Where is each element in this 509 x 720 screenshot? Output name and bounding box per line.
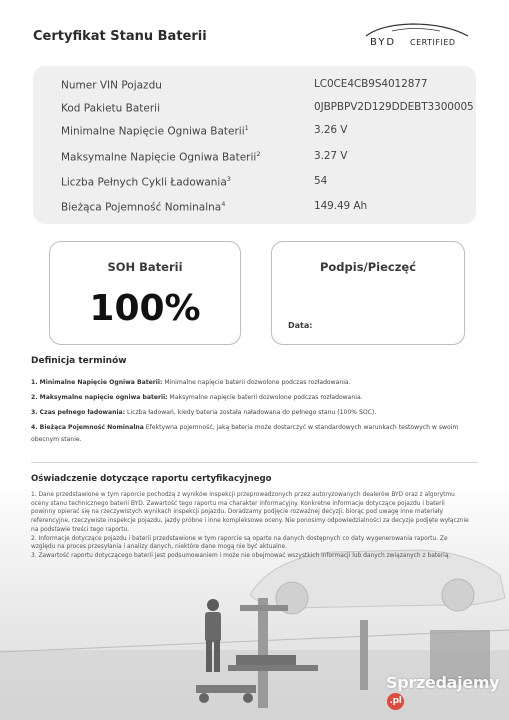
soh-title: SOH Baterii	[107, 260, 183, 274]
page-title: Certyfikat Stanu Baterii	[33, 29, 207, 44]
info-value: LC0CE4CB9S4012877	[314, 78, 428, 90]
definition-item: 1. Minimalne Napięcie Ogniwa Baterii: Minimalne napięcie baterii dozwolone podczas rozładowania.	[31, 379, 351, 386]
info-label: Bieżąca Pojemność Nominalna$^4$	[61, 200, 226, 214]
info-row	[33, 101, 476, 121]
info-row	[33, 150, 476, 170]
statement-item: 3. Zawartość raportu dotyczącego baterii jest podsumowaniem i może nie obejmować wszystkich informacji lub danych związanych z baterią.	[31, 552, 451, 559]
info-value: 54	[314, 175, 328, 187]
info-value: 0JBPBPV2D129DDEBT3300005	[314, 101, 474, 113]
info-label: Liczba Pełnych Cykli Ładowania$^3$	[61, 175, 231, 189]
logo-certified: CERTIFIED	[410, 38, 456, 47]
info-value: 149.49 Ah	[314, 200, 368, 212]
info-row	[33, 200, 476, 220]
soh-value: 100%	[89, 288, 201, 329]
definition-item: 4. Bieżąca Pojemność Nominalna Efektywna pojemność, jaką bateria może dostarczyć w standardowych warunkach testowych w swoim obecnym stanie.	[31, 424, 459, 443]
battery-info-panel	[33, 66, 476, 224]
byd-certified-logo	[362, 22, 472, 52]
definitions-list	[31, 377, 483, 449]
section-divider	[31, 462, 478, 463]
car-outline-icon	[362, 22, 472, 38]
info-value: 3.26 V	[314, 124, 348, 136]
info-row	[33, 78, 476, 98]
info-row	[33, 124, 476, 144]
definition-item: 2. Maksymalne napięcie ogniwa baterii: Maksymalne napięcie baterii dozwolone podczas rozładowania.	[31, 394, 363, 401]
sprzedajemy-watermark: Sprzedajemy.pl	[386, 673, 509, 711]
signature-box	[271, 241, 465, 345]
statement-title: Oświadczenie dotyczące raportu certyfikacyjnego	[31, 474, 272, 484]
info-row	[33, 175, 476, 195]
info-value: 3.27 V	[314, 150, 348, 162]
signature-title: Podpis/Pieczęć	[319, 260, 417, 274]
definition-item: 3. Czas pełnego ładowania: Liczba ładowań, kiedy bateria została naładowana do pełnego stanu (100% SOC).	[31, 409, 377, 416]
info-label: Kod Pakietu Baterii	[61, 102, 161, 115]
info-label: Numer VIN Pojazdu	[61, 79, 162, 92]
date-label: Data:	[288, 321, 313, 330]
statement-list	[31, 491, 471, 561]
soh-box	[49, 241, 241, 345]
info-label: Maksymalne Napięcie Ogniwa Baterii$^2$	[61, 150, 261, 164]
statement-item: 1. Dane przedstawione w tym raporcie pochodzą z wyników inspekcji przeprowadzonych przez autoryzowanych dealerów BYD oraz z algorytmu oceny stanu technicznego baterii BYD. Zawartość tego raportu ma charakter informacyjny. Konkretne informacje dotyczące pojazdu i baterii powinny opierać się na rzeczywistych wynikach inspekcji pojazdu. Doradzamy podjęcie rozważnej decyzji, biorąc pod uwagę inne materiały referencyjne, rzeczywiste inspekcje pojazdu, jazdy próbne i inne kompleksowe oceny. Nie ponosimy odpowiedzialności za decyzje podjęte wyłącznie na podstawie treści tego raportu.	[31, 492, 469, 533]
statement-item: 2. Informacje dotyczące pojazdu i baterii przedstawione w tym raporcie są oparte na danych dostępnych co daty wygenerowania raportu. Ze względu na proces przesyłania i analizy danych, niektóre dane mogą nie być aktualne.	[31, 535, 448, 551]
logo-brand: BYD	[370, 37, 397, 48]
definitions-title: Definicja terminów	[31, 356, 127, 366]
info-label: Minimalne Napięcie Ogniwa Baterii$^1$	[61, 124, 249, 138]
